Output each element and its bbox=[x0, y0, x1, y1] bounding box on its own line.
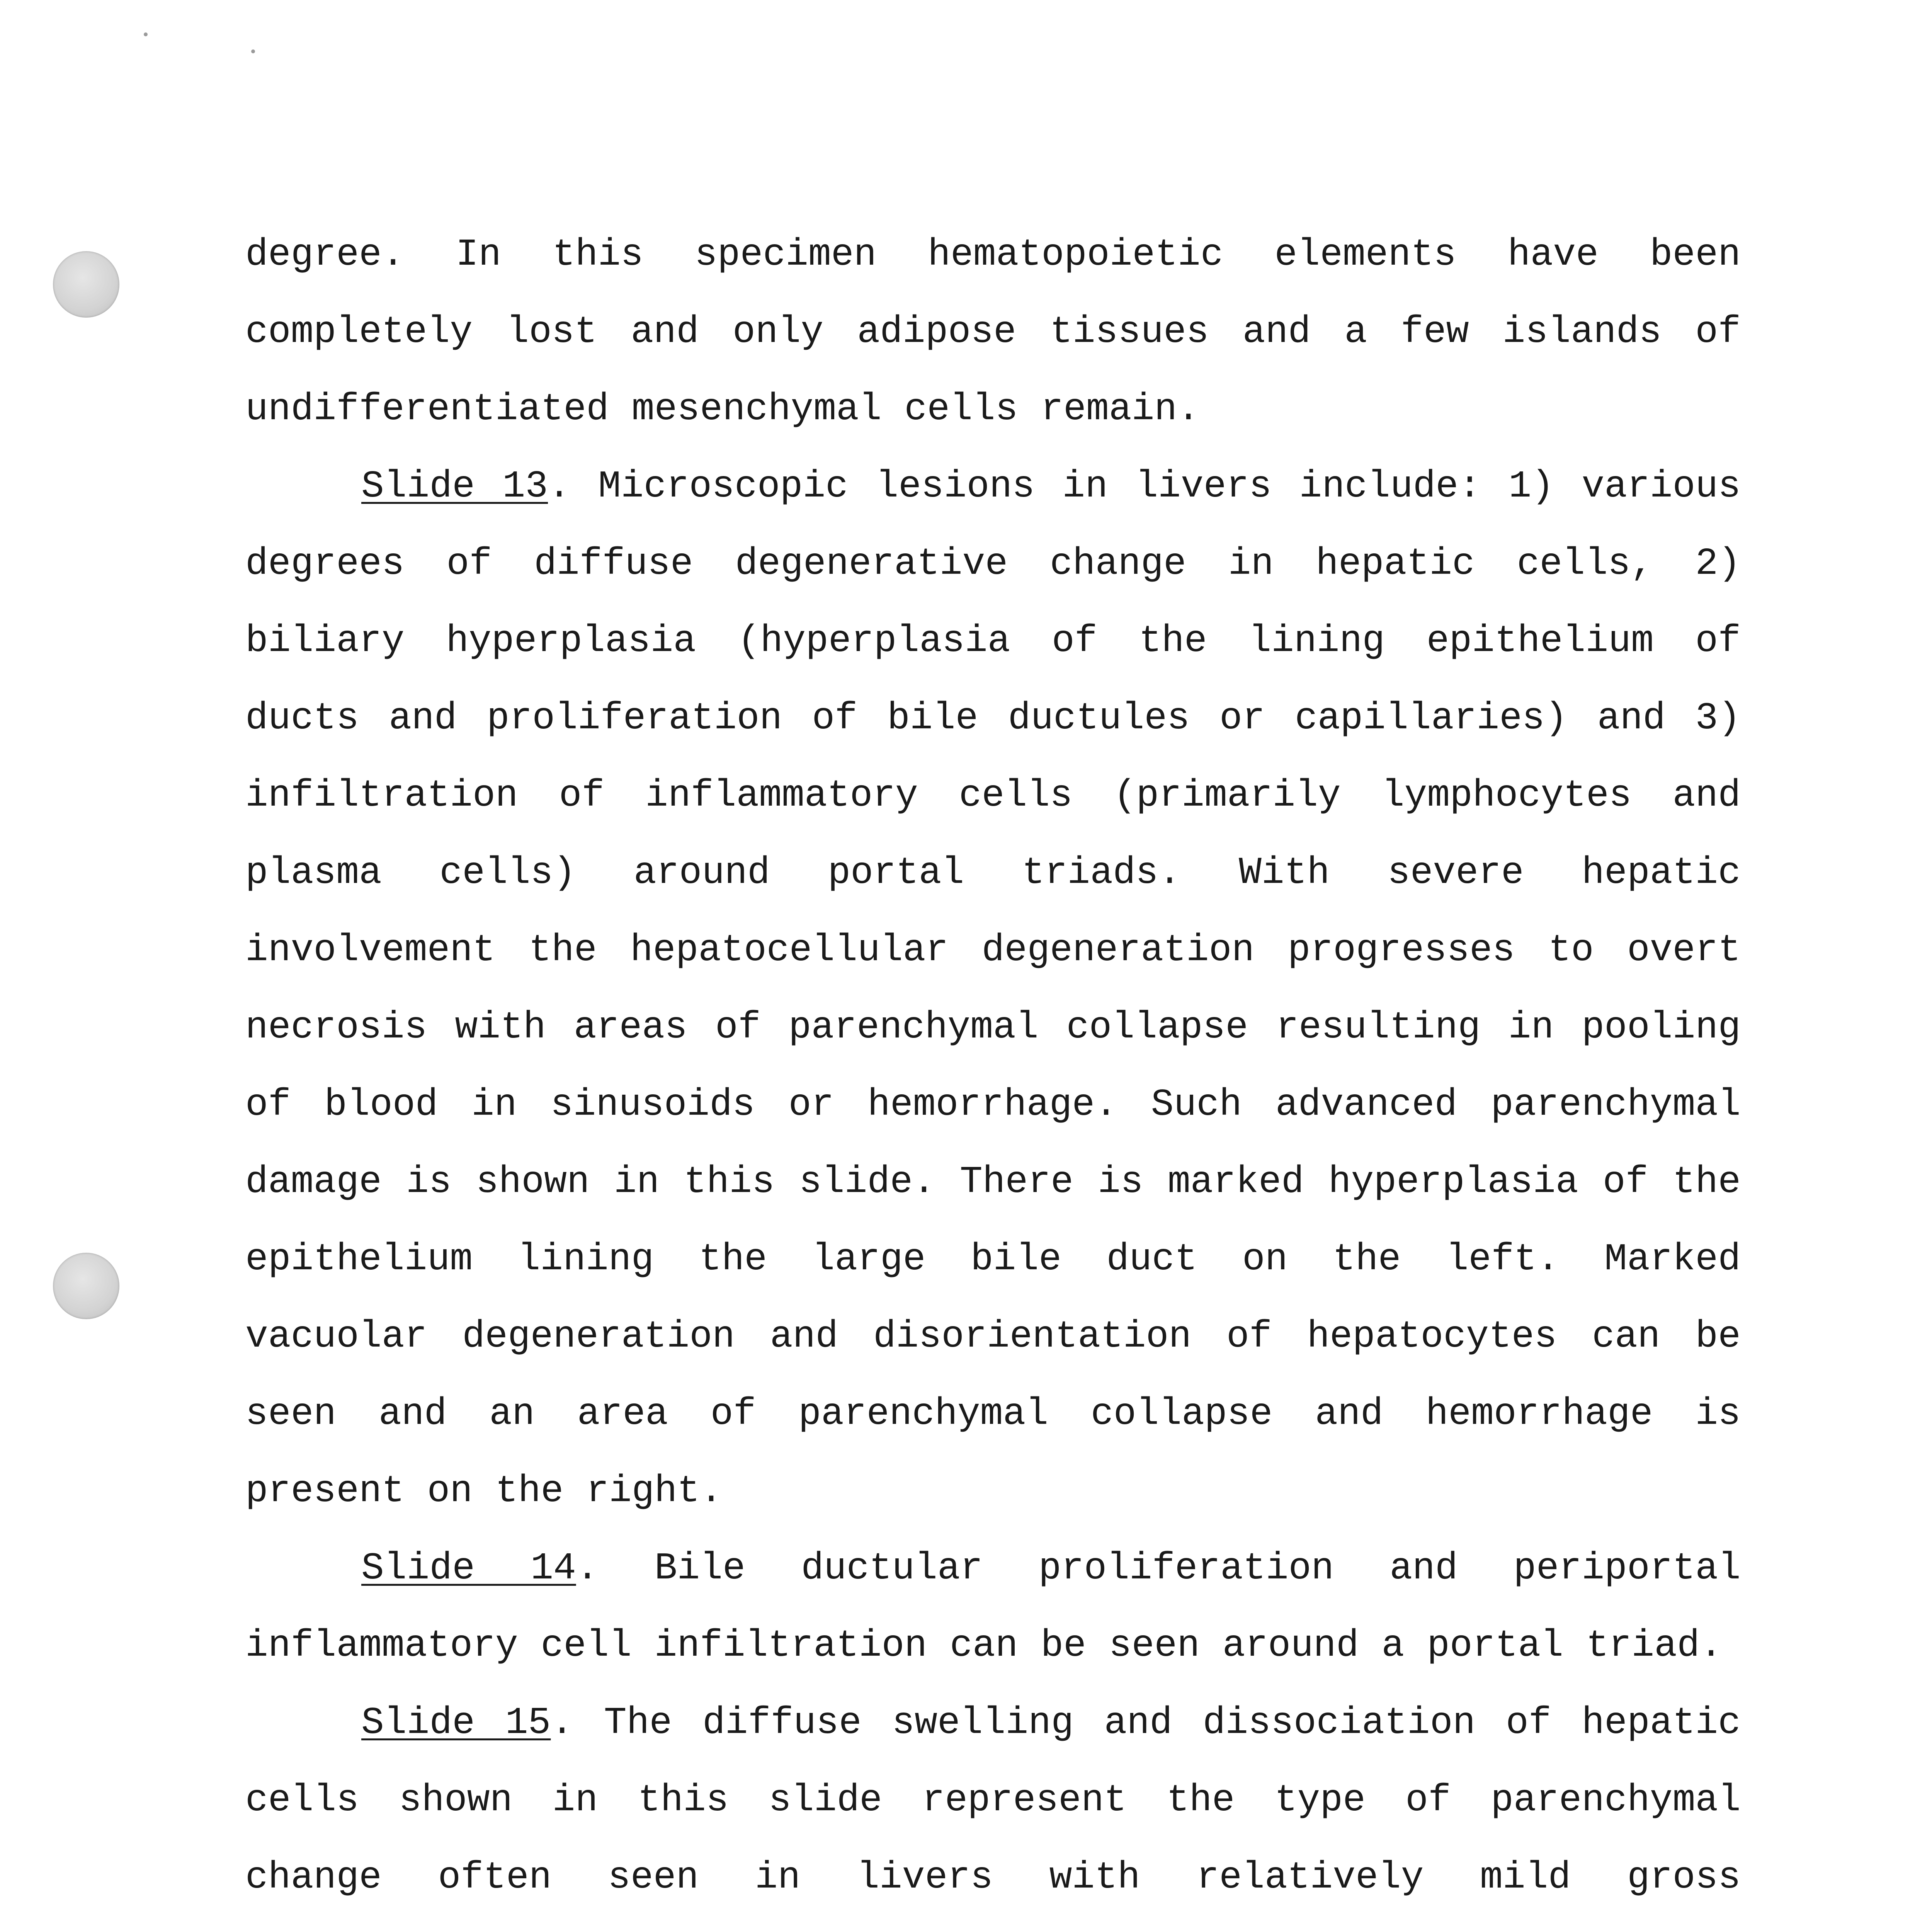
slide-label: Slide 13 bbox=[361, 465, 548, 508]
punch-hole bbox=[53, 251, 119, 318]
paragraph-slide-15 bbox=[245, 1685, 1741, 1932]
paragraph-slide-14 bbox=[245, 1530, 1741, 1685]
slide-label: Slide 15 bbox=[361, 1702, 551, 1745]
paragraph-text: Microscopic lesions in livers include: 1) various degrees of diffuse degenerative change in hepatic cells, 2) biliary hyperplasia (hyperplasia of the lining epithelium of ducts and proliferation of bile ductules or capillaries) and 3) infiltration of inflammatory cells (primarily lymphocytes and plasma cells) around portal triads. With severe hepatic involvement the hepatocellular degeneration progresses to overt necrosis with areas of parenchymal collapse resulting in pooling of blood in sinusoids or hemorrhage. Such advanced parenchymal damage is shown in this slide. There is marked hyperplasia of the epithelium lining the large bile duct on the left. Marked vacuolar degeneration and disorientation of hepatocytes can be seen and an area of parenchymal collapse and hemorrhage is present on the right. bbox=[245, 465, 1741, 1513]
scan-speck bbox=[251, 49, 255, 53]
paragraph-continuation bbox=[245, 216, 1741, 448]
body-text bbox=[245, 216, 1741, 1932]
paragraph-slide-13 bbox=[245, 448, 1741, 1530]
slide-label-suffix: . bbox=[551, 1702, 574, 1745]
scan-speck bbox=[144, 32, 148, 36]
slide-label-suffix: . bbox=[576, 1547, 599, 1590]
punch-hole bbox=[53, 1253, 119, 1319]
paragraph-text: degree. In this specimen hematopoietic elements have been completely lost and only adipose tissues and a few islands of undifferentiated mesenchymal cells remain. bbox=[245, 233, 1741, 431]
paragraph-text: Bile ductular proliferation and periportal inflammatory cell infiltration can be seen around a portal triad. bbox=[245, 1547, 1741, 1667]
slide-label: Slide 14 bbox=[361, 1547, 576, 1590]
slide-label-suffix: . bbox=[548, 465, 571, 508]
paragraph-text: The diffuse swelling and dissociation of hepatic cells shown in this slide represent the type of parenchymal change often seen in livers with relatively mild gross bbox=[245, 1702, 1741, 1899]
